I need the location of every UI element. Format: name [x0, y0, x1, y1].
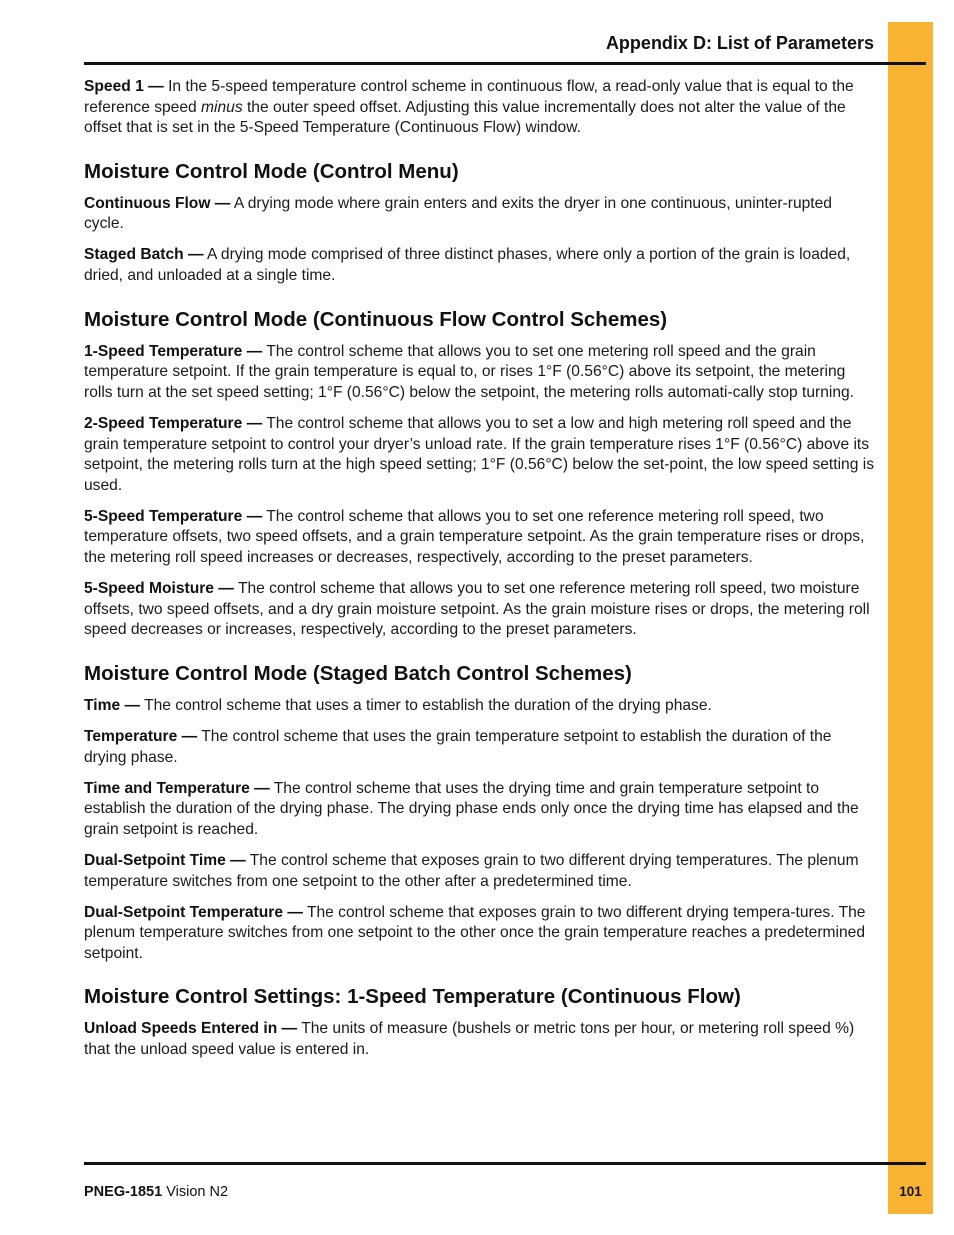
definition: The control scheme that exposes grain to two different drying tempera-tures. The plenum temperature switches from one setpoint to the other once the grain temperature reaches a predetermined setpoint. [84, 903, 866, 962]
term: Speed 1 — [84, 78, 164, 95]
term: Temperature — [84, 727, 198, 745]
parameter-entry [84, 851, 876, 892]
page-number: 101 [899, 1184, 922, 1199]
parameter-entry [84, 507, 876, 569]
definition: The control scheme that exposes grain to two different drying temperatures. The plenum temperature switches from one setpoint to the other after a predetermined time. [84, 851, 859, 890]
section-heading: Moisture Control Mode (Continuous Flow Control Schemes) [84, 307, 668, 331]
definition: A drying mode where grain enters and exits the dryer in one continuous, uninter-rupted cycle. [84, 194, 832, 233]
parameter-entry [84, 194, 876, 235]
parameter-entry [84, 414, 876, 496]
term: 5-Speed Temperature — [84, 507, 263, 525]
parameter-entry [84, 779, 876, 841]
side-accent-tab [888, 22, 933, 1214]
parameter-entry [84, 342, 876, 404]
parameter-entry [84, 1019, 876, 1060]
definition: A drying mode comprised of three distinct phases, where only a portion of the grain is loaded, dried, and unloaded at a single time. [84, 246, 851, 285]
definition: The control scheme that allows you to set one reference metering roll speed, two temperature offsets, two speed offsets, and a grain temperature setpoint. As the grain temperature rises or drops, the metering roll speed increases or decreases, respectively, according to the preset parameters. [84, 507, 865, 566]
intro-paragraph [84, 77, 876, 139]
emphasis: minus [201, 98, 243, 116]
section-staged-batch-schemes [84, 662, 876, 965]
section-control-menu [84, 160, 876, 287]
definition: The units of measure (bushels or metric tons per hour, or metering roll speed %) that the unload speed value is entered in. [84, 1020, 855, 1058]
term: 5-Speed Moisture — [84, 580, 234, 598]
definition: The control scheme that uses a timer to establish the duration of the drying phase. [140, 696, 712, 714]
doc-id: PNEG-1851 [84, 1184, 163, 1200]
section-heading: Moisture Control Settings: 1-Speed Temperature (Continuous Flow) [84, 985, 741, 1009]
parameter-entry [84, 727, 876, 768]
parameter-entry [84, 579, 876, 641]
definition: The control scheme that uses the grain temperature setpoint to establish the duration of the drying phase. [84, 727, 832, 766]
definition: The control scheme that allows you to set one reference metering roll speed, two moisture offsets, two speed offsets, and a dry grain moisture setpoint. As the grain moisture rises or drops, the metering roll speed decreases or increases, respectively, according to the preset parameters. [84, 580, 870, 639]
section-heading: Moisture Control Mode (Staged Batch Control Schemes) [84, 661, 632, 685]
definition: The control scheme that allows you to set one metering roll speed and the grain temperature setpoint. If the grain temperature is equal to, or rises 1°F (0.56°C) above its setpoint, the metering rolls turn at the set speed setting; 1°F (0.56°C) below the setpoint, the metering rolls automati-cally stop turning. [84, 342, 855, 401]
definition: In the 5-speed temperature control scheme in continuous flow, a read-only value that is equal to the reference speed [84, 78, 854, 116]
parameter-entry [84, 245, 876, 286]
term: Unload Speeds Entered in — [84, 1020, 298, 1038]
term: Dual-Setpoint Time — [84, 851, 246, 869]
term: Staged Batch — [84, 246, 204, 264]
term: Dual-Setpoint Temperature — [84, 903, 303, 921]
section-continuous-flow-schemes [84, 308, 876, 641]
footer-document-id [84, 1184, 228, 1200]
term: Time — [84, 696, 141, 714]
term: Time and Temperature — [84, 779, 270, 797]
term: 2-Speed Temperature — [84, 414, 263, 432]
footer-rule [84, 1162, 926, 1165]
page-header-title: Appendix D: List of Parameters [605, 33, 874, 53]
definition: the outer speed offset. Adjusting this value incrementally does not alter the value of the offset that is set in the 5-Speed Temperature (Continuous Flow) window. [84, 98, 846, 137]
term: Continuous Flow — [84, 194, 231, 212]
parameter-entry [84, 903, 876, 965]
definition: The control scheme that allows you to set a low and high metering roll speed and the grain temperature setpoint to control your dryer’s unload rate. If the grain temperature rises 1°F (0.56°C) above its setpoint, the metering rolls turn at the high speed setting; 1°F (0.56°C) below the set-point, the low speed setting is used. [84, 414, 874, 494]
header-rule [84, 62, 926, 65]
section-1-speed-settings [84, 985, 876, 1060]
page-content [84, 77, 876, 1071]
doc-name: Vision N2 [162, 1184, 229, 1200]
term: 1-Speed Temperature — [84, 342, 263, 360]
definition: The control scheme that uses the drying time and grain temperature setpoint to establish the duration of the drying phase. The drying phase ends only once the drying time has elapsed and the grain setpoint is reached. [84, 779, 859, 838]
parameter-entry [84, 696, 876, 717]
section-heading: Moisture Control Mode (Control Menu) [84, 159, 459, 183]
